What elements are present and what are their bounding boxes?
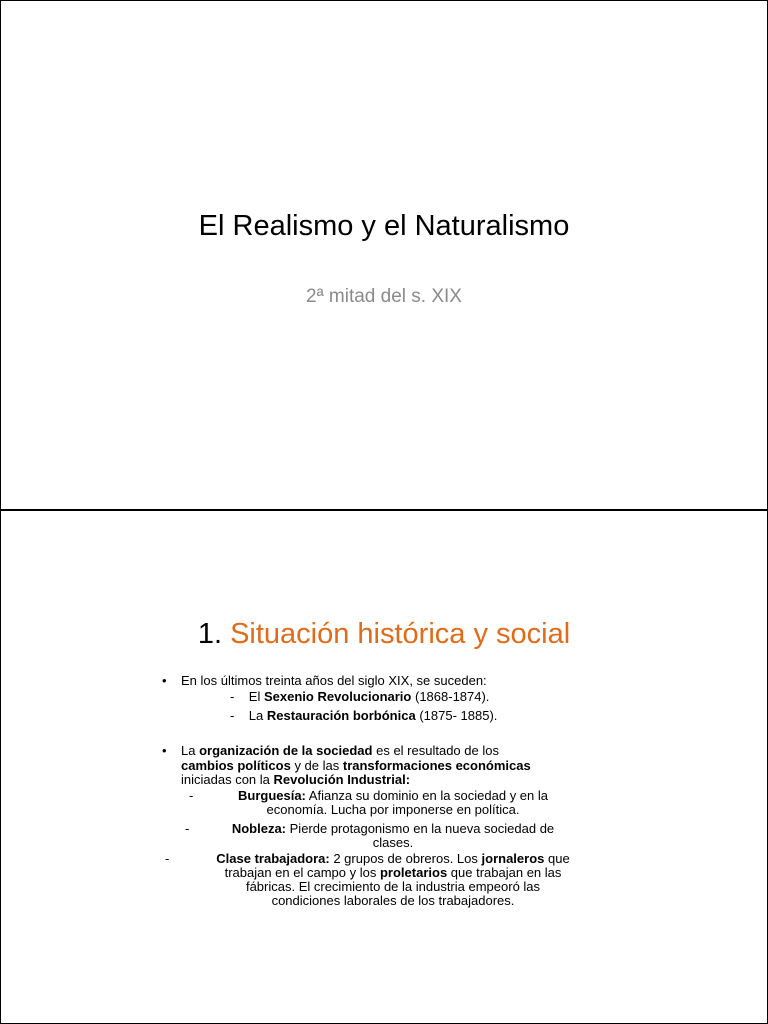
slide-1-subtitle: 2ª mitad del s. XIX [306,286,462,307]
clase-line-3: fábricas. El crecimiento de la industria empeoró las [245,879,541,894]
burguesia-line-2: economía. Lucha por imponerse en política. [266,802,520,817]
sub-item-restauracion: - La Restauración borbónica (1875- 1885). [230,708,498,723]
slide-2-title [1,616,767,652]
clase-line-1: Clase trabajadora: 2 grupos de obreros. Los jornaleros que [216,851,570,866]
bullet-2-line-3: iniciadas con la Revolución Industrial: [181,772,411,787]
dash-icon: - [189,788,194,803]
burguesia-line-1: Burguesía: Afianza su dominio en la sociedad y en la [237,788,549,803]
dash-icon: - [165,851,170,866]
bullet-icon: • [162,743,167,758]
dash-icon: - [230,708,235,723]
nobleza-line-1: Nobleza: Pierde protagonismo en la nueva sociedad de [231,821,555,836]
slide-1-title: El Realismo y el Naturalismo [198,210,570,242]
sub-item-sexenio: - El Sexenio Revolucionario (1868-1874). [230,689,490,704]
slide-2 [0,510,768,1024]
bullet-2-line-1: La organización de la sociedad es el resultado de los [181,743,499,758]
bullet-2-line-2: cambios políticos y de las transformaciones económicas [181,758,531,773]
bullet-1-text: En los últimos treinta años del siglo XIX, se suceden: [181,673,487,688]
clase-line-2: trabajan en el campo y los proletarios que trabajan en las [224,865,562,880]
title-number: 1. [197,618,222,650]
title-text: Situación histórica y social [230,618,571,650]
dash-icon: - [185,821,190,836]
clase-line-4: condiciones laborales de los trabajadores. [271,893,515,908]
slide-1 [0,0,768,510]
dash-icon: - [230,689,235,704]
bullet-icon: • [162,673,167,688]
nobleza-line-2: clases. [372,835,414,850]
